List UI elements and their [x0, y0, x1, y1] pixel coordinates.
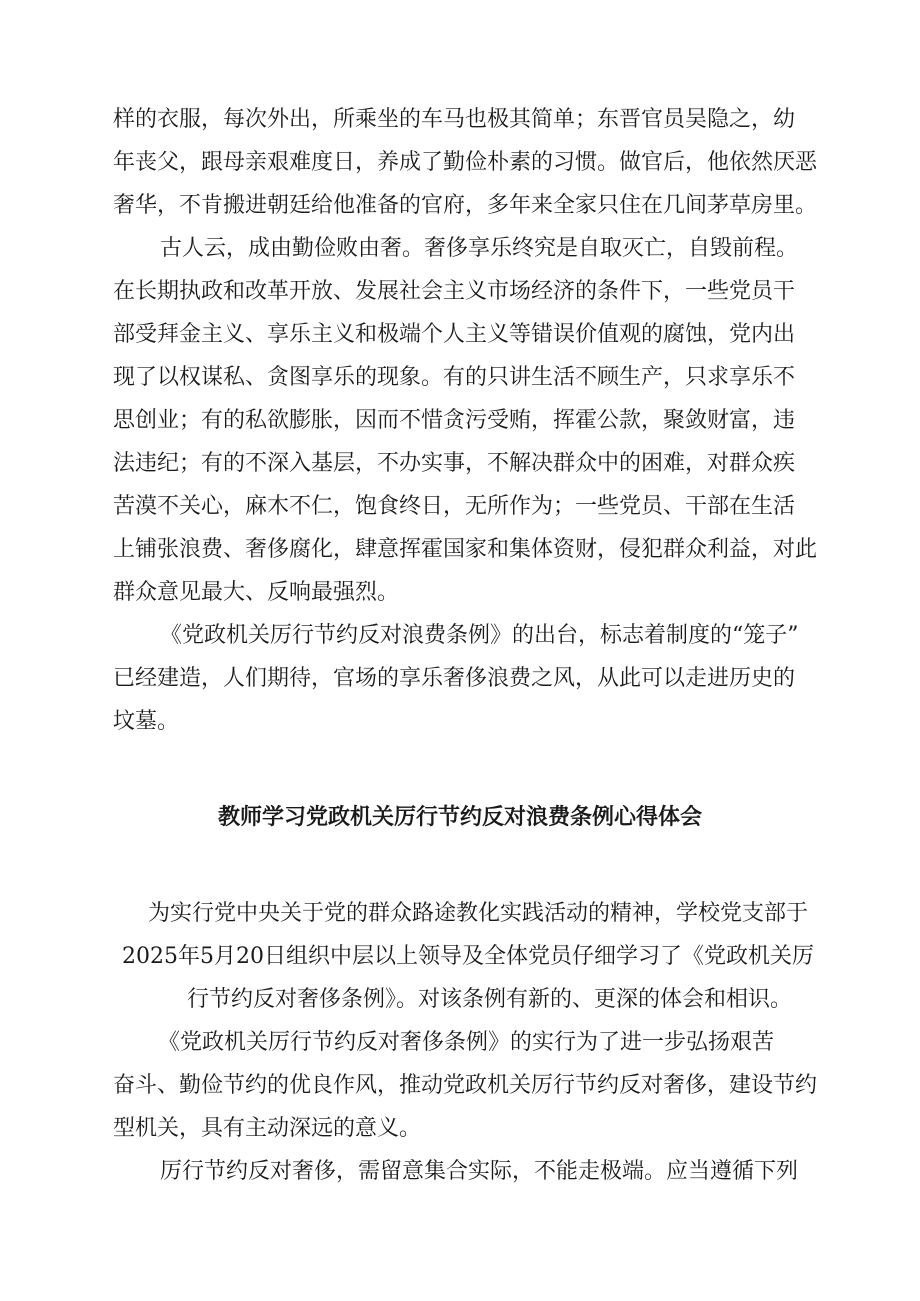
text-line: 为实行党中央关于党的群众路途教化实践活动的精神，学校党支部于: [148, 901, 809, 926]
text-line: 古人云，成由勤俭败由奢。奢侈享乐终究是自取灭亡，自毁前程。: [160, 236, 799, 261]
text-line: 年丧父，跟母亲艰难度日，养成了勤俭朴素的习惯。做官后，他依然厌恶: [113, 150, 818, 175]
text-line: 现了以权谋私、贪图享乐的现象。有的只讲生活不顾生产，只求享乐不: [113, 365, 796, 390]
text-line: 上铺张浪费、奢侈腐化，肆意挥霍国家和集体资财，侵犯群众利益，对此: [113, 537, 818, 562]
text-line: 苦漠不关心，麻木不仁，饱食终日，无所作为；一些党员、干部在生活: [113, 494, 796, 519]
text-line: 2025年5月20日组织中层以上领导及全体党员仔细学习了《党政机关厉: [122, 944, 814, 969]
text-line: 思创业；有的私欲膨胀，因而不惜贪污受贿，挥霍公款，聚敛财富，违: [113, 408, 796, 433]
text-line: 《党政机关厉行节约反对奢侈条例》的实行为了进一步弘扬艰苦: [158, 1030, 775, 1055]
text-line: 群众意见最大、反响最强烈。: [113, 580, 400, 605]
text-line: 已经建造，人们期待，官场的享乐奢侈浪费之风，从此可以走进历史的: [113, 666, 796, 691]
text-line: 行节约反对奢侈条例》。对该条例有新的、更深的体会和相识。: [187, 987, 793, 1012]
text-line: 在长期执政和改革开放、发展社会主义市场经济的条件下，一些党员干: [113, 279, 796, 304]
text-line: 奋斗、勤俭节约的优良作风，推动党政机关厉行节约反对奢侈，建设节约: [113, 1073, 818, 1098]
text-line: 样的衣服，每次外出，所乘坐的车马也极其简单；东晋官员吴隐之，幼: [113, 107, 796, 132]
text-line: 坟墓。: [113, 709, 180, 734]
section-title: 教师学习党政机关厉行节约反对浪费条例心得体会: [217, 805, 702, 830]
text-line: 奢华，不肯搬进朝廷给他准备的官府，多年来全家只住在几间茅草房里。: [113, 193, 818, 218]
text-line: 型机关，具有主动深远的意义。: [113, 1116, 422, 1141]
text-line: 部受拜金主义、享乐主义和极端个人主义等错误价值观的腐蚀，党内出: [113, 322, 796, 347]
text-line: 《党政机关厉行节约反对浪费条例》的出台，标志着制度的“笼子”: [160, 623, 799, 648]
text-line: 法违纪；有的不深入基层，不办实事，不解决群众中的困难，对群众疾: [113, 451, 796, 476]
text-line: 厉行节约反对奢侈，需留意集合实际，不能走极端。应当遵循下列: [160, 1159, 799, 1184]
